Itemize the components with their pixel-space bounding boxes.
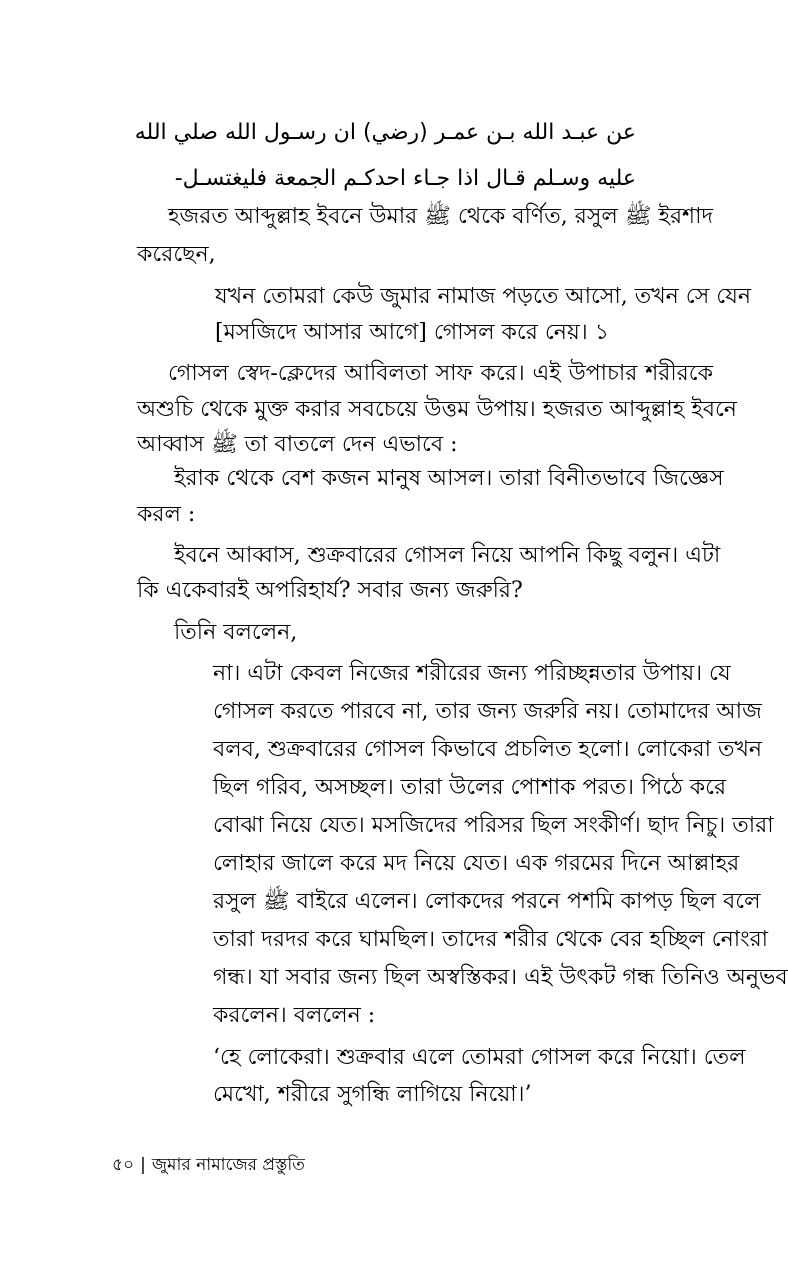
paragraph-line: হজরত আব্দুল্লাহ ইবনে উমার ﷺ থেকে বর্ণিত, রসুল ﷺ ইরশাদ	[168, 204, 714, 229]
quote-line: না। এটা কেবল নিজের শরীরের জন্য পরিচ্ছন্নতার উপায়। যে	[213, 661, 731, 686]
quote-line: করলেন। বললেন :	[213, 1003, 376, 1028]
quote-line: [মসজিদে আসার আগে] গোসল করে নেয়। ১	[215, 320, 609, 345]
quote-line: বলব, শুক্রবারের গোসল কিভাবে প্রচলিত হলো। লোকেরা তখন	[213, 737, 763, 762]
running-title: জুমার নামাজের প্রস্তুতি	[151, 1155, 305, 1175]
arabic-hadith-line-2: عليه وسـلم قـال اذا جـاء احدكـم الجمعة فليغتسـل-	[174, 166, 636, 191]
page-footer	[112, 1153, 305, 1177]
quote-line: লোহার জালে করে মদ নিয়ে যেত। এক গরমের দিনে আল্লাহর	[213, 851, 740, 876]
paragraph-line: করেছেন,	[137, 242, 216, 267]
quote-line: মেখো, শরীরে সুগন্ধি লাগিয়ে নিয়ো।’	[213, 1082, 532, 1107]
quote-line: ‘হে লোকেরা। শুক্রবার এলে তোমরা গোসল করে নিয়ো। তেল	[213, 1045, 746, 1070]
quote-line: তারা দরদর করে ঘামছিল। তাদের শরীর থেকে বের হচ্ছিল নোংরা	[213, 927, 769, 952]
quote-line: বোঝা নিয়ে যেত। মসজিদের পরিসর ছিল সংকীর্ণ। ছাদ নিচু। তারা	[213, 813, 774, 838]
paragraph-line: ইবনে আব্বাস, শুক্রবারের গোসল নিয়ে আপনি কিছু বলুন। এটা	[174, 543, 721, 568]
quote-line: যখন তোমরা কেউ জুমার নামাজ পড়তে আসো, তখন সে যেন	[215, 284, 751, 309]
paragraph-line: কি একেবারই অপরিহার্য? সবার জন্য জরুরি?	[137, 578, 523, 603]
quote-line: গন্ধ। যা সবার জন্য ছিল অস্বস্তিকর। এই উৎকট গন্ধ তিনিও অনুভব	[213, 965, 788, 990]
quote-line: ছিল গরিব, অসচ্ছল। তারা উলের পোশাক পরত। পিঠে করে	[213, 775, 727, 800]
footer-separator: |	[140, 1155, 146, 1175]
quote-line: রসুল ﷺ বাইরে এলেন। লোকদের পরনে পশমি কাপড় ছিল বলে	[213, 889, 761, 914]
paragraph-line: অশুচি থেকে মুক্ত করার সবচেয়ে উত্তম উপায়। হজরত আব্দুল্লাহ ইবনে	[137, 397, 737, 422]
paragraph-line: ইরাক থেকে বেশ কজন মানুষ আসল। তারা বিনীতভাবে জিজ্ঞেস	[174, 466, 724, 491]
paragraph-line: গোসল স্বেদ-ক্লেদের আবিলতা সাফ করে। এই উপাচার শরীরকে	[168, 361, 713, 386]
quote-line: গোসল করতে পারবে না, তার জন্য জরুরি নয়। তোমাদের আজ	[213, 699, 762, 724]
paragraph-line: তিনি বললেন,	[174, 620, 298, 645]
paragraph-line: করল :	[137, 502, 196, 527]
page-number: ৫০	[112, 1155, 135, 1175]
arabic-hadith-line-1: عن عبـد الله بـن عمـر (رضي) ان رسـول الله صلي الله	[134, 120, 636, 145]
paragraph-line: আব্বাস ﷺ তা বাতলে দেন এভাবে :	[137, 432, 458, 457]
